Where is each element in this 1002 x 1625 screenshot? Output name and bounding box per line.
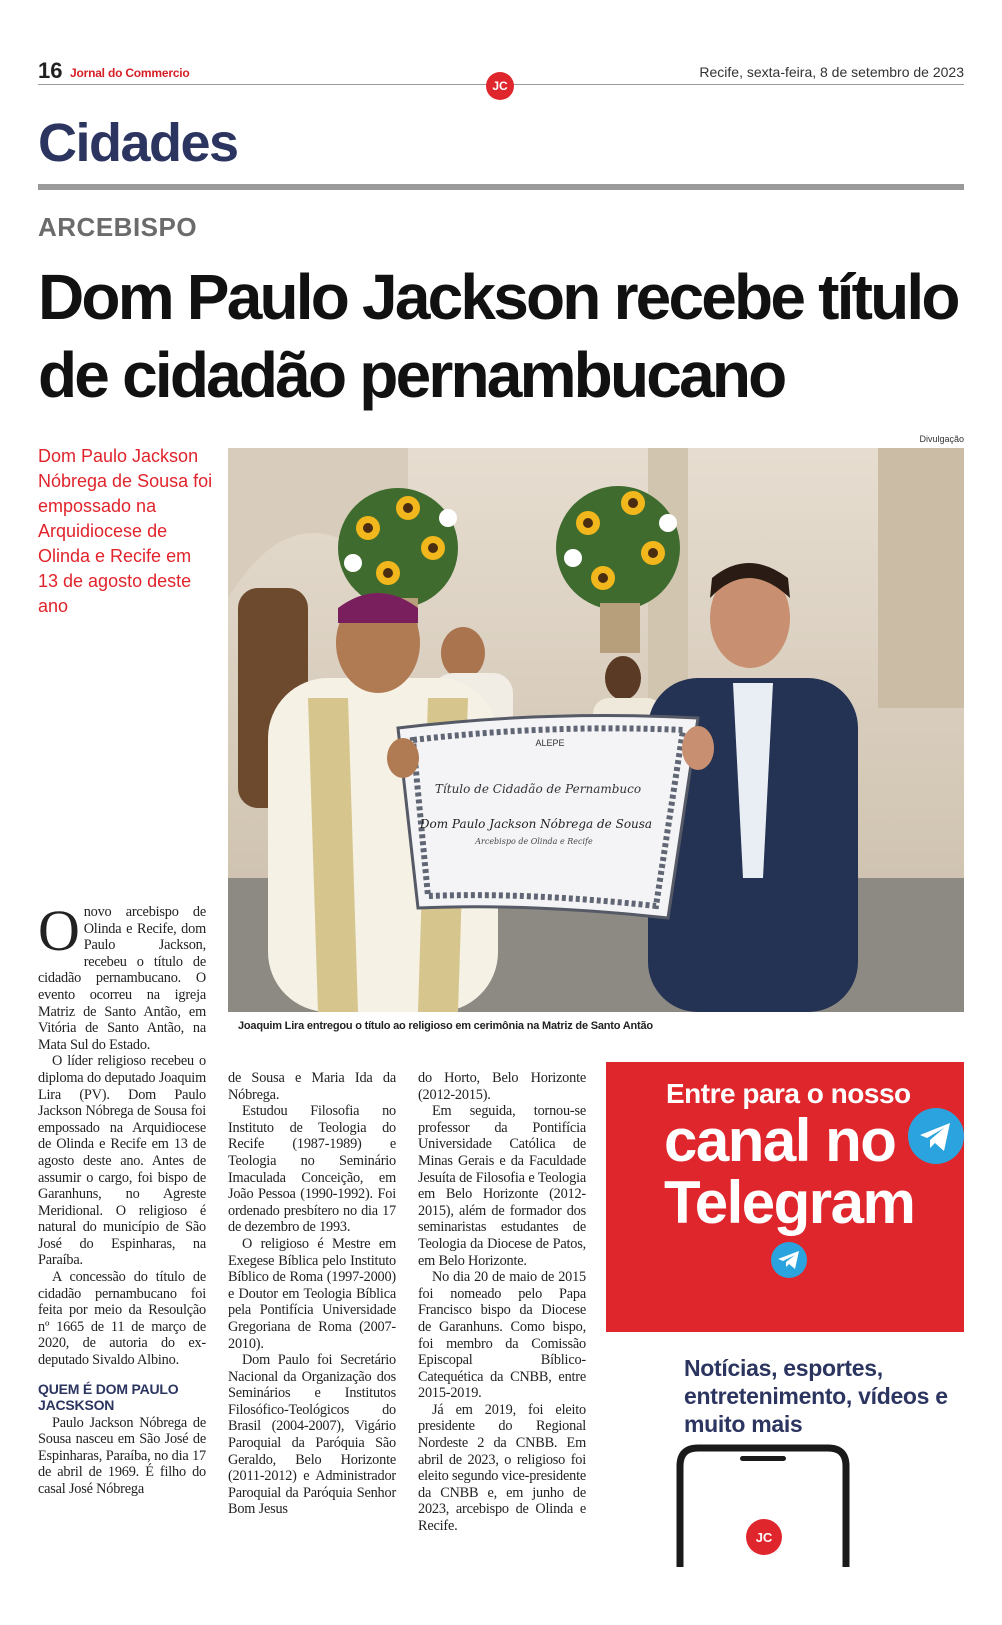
newspaper-name: Jornal do Commercio [70, 66, 190, 80]
paragraph: novo arcebispo de Olinda e Recife, dom Paulo Jackson, recebeu o título de cidadão pernambucano. O evento ocorreu na igreja Matriz de Santo Antão, em Vitória de Santo Antão, na Mata Sul do Estado. [38, 904, 206, 1053]
paragraph: Já em 2019, foi eleito presidente do Regional Nordeste 2 da CNBB. Em abril de 2023, o religioso foi eleito segundo vice-presidente da CNBB e, em junho de 2023, arcebispo de Olinda e Recife. [418, 1401, 586, 1535]
article-column-2 [228, 1070, 396, 1518]
certificate-subtitle: Arcebispo de Olinda e Recife [475, 837, 593, 846]
paragraph: O religioso é Mestre em Exegese Bíblica pelo Instituto Bíblico de Roma (1997-2000) e Doutor em Teologia Bíblica pela Pontifícia Universidade Gregoriana de Roma (2007-2010). [228, 1235, 396, 1352]
phone-logo: JC [755, 1530, 773, 1545]
ad-headline-line1: Entre para o nosso [666, 1078, 911, 1109]
paragraph: O líder religioso recebeu o diploma do deputado Joaquim Lira (PV). Dom Paulo Jackson Nóbrega de Sousa foi empossado na Arquidiocese de Olinda e Recife em 13 de agosto deste ano. Antes de assumir o cargo, foi bispo de Garanhuns, no Agreste Meridional. O religioso é natural do município de São José do Espinharas, na Paraíba. [38, 1053, 206, 1269]
paragraph: Estudou Filosofia no Instituto de Teologia do Recife (1987-1989) e Teologia no Seminário Imaculada Conceição, em João Pessoa (1990-1992). Foi ordenado presbítero no dia 17 de dezembro de 1993. [228, 1103, 396, 1236]
telegram-icon [906, 1106, 964, 1166]
certificate-logo: ALEPE [535, 738, 565, 748]
article-headline: Dom Paulo Jackson recebe título de cidadão pernambucano [38, 261, 958, 411]
paragraph: do Horto, Belo Horizonte (2012-2015). [418, 1070, 586, 1103]
telegram-icon-small [769, 1240, 809, 1280]
paragraph: Paulo Jackson Nóbrega de Sousa nasceu em São José de Espinharas, Paraíba, no dia 17 de abril de 1969. É filho do casal José Nóbrega [38, 1414, 206, 1497]
paragraph: Em seguida, tornou-se professor da Pontifícia Universidade Católica de Minas Gerais e da Faculdade Jesuíta de Filosofia e Teologia em Belo Horizonte (2012-2015), além de formador dos seminaristas estudantes de Teologia da Diocese de Patos, em Belo Horizonte. [418, 1103, 586, 1269]
paragraph: Dom Paulo foi Secretário Nacional da Organização dos Seminários e Institutos Filosófico-Teológicos do Brasil (2004-2007), Vigário Paroquial da Paróquia São Geraldo, Belo Horizonte (2011-2012) e Administrador Paroquial da Paróquia Senhor Bom Jesus [228, 1352, 396, 1518]
ad-headline-line2: canal no [664, 1107, 896, 1174]
dropcap: O [38, 898, 80, 963]
photo-caption: Joaquim Lira entregou o título ao religioso em cerimônia na Matriz de Santo Antão [238, 1020, 653, 1032]
ceremony-illustration [228, 448, 964, 1012]
phone-icon [668, 1442, 858, 1567]
article-kicker: ARCEBISPO [38, 212, 198, 242]
certificate-name: Dom Paulo Jackson Nóbrega de Sousa [419, 817, 653, 831]
edition-date: Recife, sexta-feira, 8 de setembro de 2023 [699, 64, 964, 80]
paragraph: No dia 20 de maio de 2015 foi nomeado pelo Papa Francisco bispo da Diocese de Garanhuns. Como bispo, foi membro da Comissão Episcopal Bíblico-Catequética da CNBB, entre 2015-2019. [418, 1269, 586, 1402]
ad-headline-line3: Telegram [664, 1169, 915, 1236]
section-title: Cidades [38, 113, 238, 173]
article-subhead: QUEM É DOM PAULO JACSKSON [38, 1380, 179, 1413]
article-column-1 [38, 898, 206, 1498]
section-divider [38, 184, 964, 190]
telegram-ad[interactable] [606, 1062, 964, 1567]
jc-logo: JC [486, 72, 514, 100]
article-lead: Dom Paulo Jackson Nóbrega de Sousa foi empossado na Arquidiocese de Olinda e Recife em 13 de agosto deste ano [38, 446, 213, 616]
page-number: 16 [38, 58, 63, 83]
certificate-title: Título de Cidadão de Pernambuco [434, 782, 642, 796]
paragraph: A concessão do título de cidadão pernambucano foi feita por meio da Resoulção nº 1665 de 11 de março de 2020, de autoria do ex-deputado Sivaldo Albino. [38, 1269, 206, 1369]
article-column-3 [418, 1070, 586, 1535]
article-photo [228, 448, 964, 1012]
paragraph: de Sousa e Maria Ida da Nóbrega. [228, 1070, 396, 1103]
certificate [398, 716, 698, 918]
ad-subtitle: Notícias, esportes, entretenimento, vídeos e muito mais [684, 1355, 948, 1437]
photo-credit: Divulgação [919, 434, 964, 444]
